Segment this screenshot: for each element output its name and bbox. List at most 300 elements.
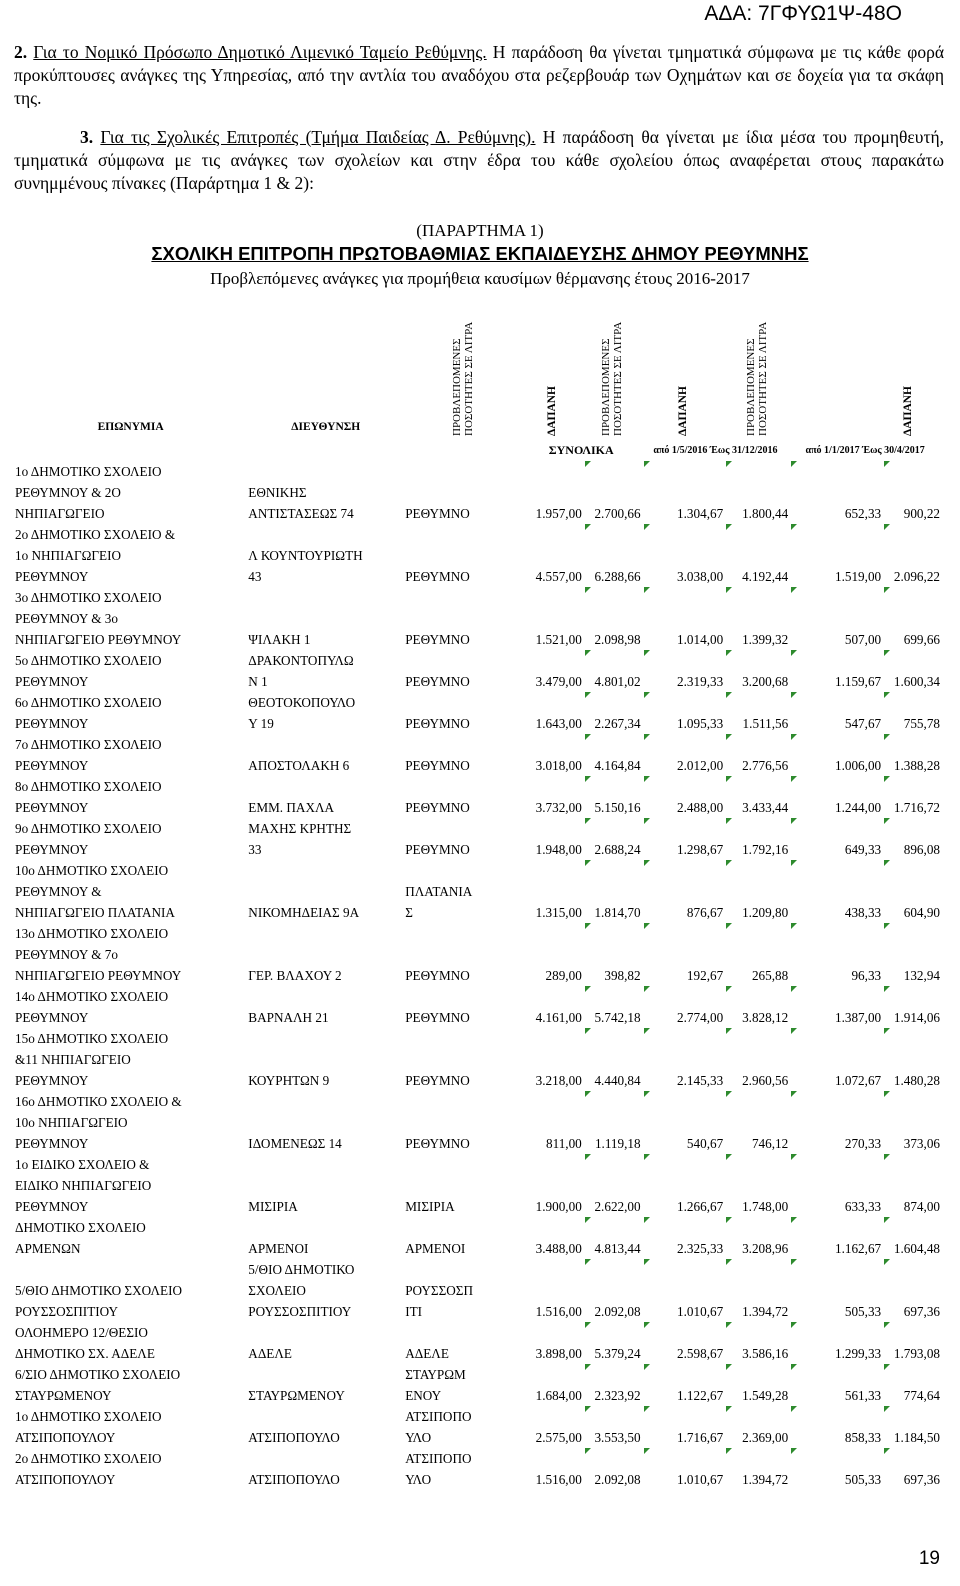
cell-line: 2ο ΔΗΜΟΤΙΚΟ ΣΧΟΛΕΙΟ [15, 1451, 162, 1466]
cell-line: ΡΟΥΣΣΟΣΠ [405, 1283, 474, 1298]
comment-marker-icon [726, 1028, 732, 1034]
cost-2016 [583, 1406, 642, 1448]
cost-2016-period [724, 461, 789, 524]
cell-line: 1ο ΔΗΜΟΤΙΚΟ ΣΧΟΛΕΙΟ [15, 1409, 162, 1424]
qty-2017-period [789, 587, 882, 650]
cost-2017-period [882, 1028, 941, 1091]
comment-marker-icon [884, 1259, 890, 1265]
qty-2016 [521, 860, 583, 923]
comment-marker-icon [644, 1259, 650, 1265]
school-city [404, 734, 521, 776]
school-name [14, 860, 247, 923]
cell-value: 697,36 [903, 1304, 940, 1319]
cost-2017-period [882, 734, 941, 776]
table-row [14, 1028, 941, 1091]
cost-2016 [583, 1028, 642, 1091]
qty-2017-period [789, 461, 882, 524]
table-row [14, 461, 941, 524]
cell-value: 1.299,33 [834, 1346, 882, 1361]
cell-value: 547,67 [844, 716, 882, 731]
comment-marker-icon [644, 923, 650, 929]
cost-2016-period [724, 986, 789, 1028]
cell-line: ΝΗΠΙΑΓΩΓΕΙΟ [15, 506, 105, 521]
qty-2017-period [789, 524, 882, 587]
paragraph-item-3 [14, 126, 944, 195]
cost-2017-period [882, 986, 941, 1028]
school-name [14, 587, 247, 650]
comment-marker-icon [585, 734, 591, 740]
header-qty-3-cell [724, 314, 789, 440]
comment-marker-icon [726, 923, 732, 929]
school-name [14, 461, 247, 524]
cell-value: 1.399,32 [742, 632, 789, 647]
school-name [14, 923, 247, 986]
page-number: 19 [918, 1548, 940, 1569]
qty-2017-period [789, 860, 882, 923]
cell-line: ΑΤΣΙΠΟΠΟΥΛΟΥ [15, 1472, 116, 1487]
comment-marker-icon [644, 524, 650, 530]
comment-marker-icon [791, 1406, 797, 1412]
cost-2016 [583, 986, 642, 1028]
cell-value: 1.900,00 [535, 1199, 582, 1214]
cell-line: ΝΗΠΙΑΓΩΓΕΙΟ ΠΛΑΤΑΝΙΑ [15, 905, 175, 920]
comment-marker-icon [644, 734, 650, 740]
cell-line: 3ο ΔΗΜΟΤΙΚΟ ΣΧΟΛΕΙΟ [15, 590, 162, 605]
cost-2017-period [882, 1322, 941, 1364]
cell-line: ΡΕΘΥΜΝΟΥ [15, 758, 89, 773]
comment-marker-icon [585, 650, 591, 656]
comment-marker-icon [585, 923, 591, 929]
cost-2016-period [724, 1217, 789, 1259]
table-row [14, 734, 941, 776]
cell-value: 5.379,24 [594, 1346, 641, 1361]
cell-value: 1.010,67 [677, 1472, 724, 1487]
table-row [14, 1154, 941, 1217]
cell-value: 1.914,06 [893, 1010, 940, 1025]
annex-label: (ΠΑΡΑΡΤΗΜΑ 1) [416, 221, 544, 240]
summary-empty-3 [404, 440, 521, 461]
qty-2017-period [789, 1364, 882, 1406]
comment-marker-icon [726, 776, 732, 782]
cell-line: ΡΕΘΥΜΝΟΥ [15, 800, 89, 815]
cell-line: ΡΕΘΥΜΝΟ [405, 506, 470, 521]
qty-2016 [521, 923, 583, 986]
cell-value: 4.440,84 [594, 1073, 641, 1088]
comment-marker-icon [884, 860, 890, 866]
comment-marker-icon [644, 776, 650, 782]
comment-marker-icon [644, 818, 650, 824]
cell-value: 876,67 [686, 905, 724, 920]
table-row [14, 776, 941, 818]
summary-row [14, 440, 941, 461]
qty-2016-period [642, 461, 725, 524]
qty-2017-period [789, 1154, 882, 1217]
school-address [247, 1217, 404, 1259]
header-cost-1-cell [521, 314, 583, 440]
qty-2017-period [789, 1028, 882, 1091]
school-name [14, 776, 247, 818]
school-name [14, 524, 247, 587]
cell-line: ΕΙΔΙΚΟ ΝΗΠΙΑΓΩΓΕΙΟ [15, 1178, 152, 1193]
comment-marker-icon [791, 1154, 797, 1160]
qty-2016 [521, 1364, 583, 1406]
cell-line: ΡΕΘΥΜΝΟΥ & 2Ο [15, 485, 121, 500]
comment-marker-icon [644, 1364, 650, 1370]
table-row [14, 923, 941, 986]
school-city [404, 461, 521, 524]
item-number: 2. [14, 42, 28, 62]
cost-2016-period [724, 734, 789, 776]
cell-line: 16ο ΔΗΜΟΤΙΚΟ ΣΧΟΛΕΙΟ & [15, 1094, 182, 1109]
cell-value: 746,12 [751, 1136, 789, 1151]
cell-line: ΡΕΘΥΜΝΟΥ [15, 674, 89, 689]
cell-line: ΡΕΘΥΜΝΟΥ [15, 1136, 89, 1151]
table-row [14, 1091, 941, 1154]
qty-2016 [521, 650, 583, 692]
cell-line: 10ο ΝΗΠΙΑΓΩΓΕΙΟ [15, 1115, 128, 1130]
cell-line: 5ο ΔΗΜΟΤΙΚΟ ΣΧΟΛΕΙΟ [15, 653, 162, 668]
comment-marker-icon [791, 587, 797, 593]
item-heading: Για το Νομικό Πρόσωπο Δημοτικό Λιμενικό Ταμείο Ρεθύμνης. [33, 42, 487, 62]
qty-2017-period [789, 734, 882, 776]
cell-line: ΝΗΠΙΑΓΩΓΕΙΟ ΡΕΘΥΜΝΟΥ [15, 968, 182, 983]
comment-marker-icon [791, 776, 797, 782]
cell-value: 1.394,72 [742, 1472, 789, 1487]
cell-line: ΡΕΘΥΜΝΟ [405, 758, 470, 773]
cell-value: 1.298,67 [677, 842, 724, 857]
cost-2016-period [724, 650, 789, 692]
qty-2016-period [642, 923, 725, 986]
item-heading: Για τις Σχολικές Επιτροπές (Τμήμα Παιδείας Δ. Ρεθύμνης). [100, 127, 536, 147]
cost-2016-period [724, 1448, 789, 1490]
qty-2016-period [642, 587, 725, 650]
cost-2017-period [882, 1448, 941, 1490]
comment-marker-icon [791, 1091, 797, 1097]
cost-2016 [583, 923, 642, 986]
qty-2016 [521, 1322, 583, 1364]
school-city [404, 1364, 521, 1406]
item-text: Η παράδοση θα γίνεται με ίδια μέσα του προμηθευτή, τμηματικά σύμφωνα με τις ανάγκες των σχολείων και στην έδρα του κάθε σχολείου όπως αναφέρεται στους παρακάτω συνημμένους πίνακες (Παράρτημα 1 & 2): [14, 127, 945, 193]
comment-marker-icon [884, 650, 890, 656]
qty-2017-period [789, 1322, 882, 1364]
cell-value: 4.161,00 [535, 1010, 582, 1025]
cell-line: ΠΛΑΤΑΝΙΑ [405, 884, 473, 899]
cell-line: ΣΧΟΛΕΙΟ [248, 1283, 306, 1298]
cost-2016 [583, 860, 642, 923]
school-name [14, 818, 247, 860]
cell-line: ΡΕΘΥΜΝΟΥ & 7ο [15, 947, 118, 962]
cell-value: 4.557,00 [535, 569, 582, 584]
qty-2016-period [642, 818, 725, 860]
comment-marker-icon [884, 734, 890, 740]
school-name [14, 1364, 247, 1406]
comment-marker-icon [726, 461, 732, 467]
cost-2017-period [882, 650, 941, 692]
cell-value: 507,00 [844, 632, 882, 647]
cell-line: ΡΕΘΥΜΝΟ [405, 674, 470, 689]
comment-marker-icon [726, 1154, 732, 1160]
school-name [14, 986, 247, 1028]
cell-value: 1.716,72 [893, 800, 940, 815]
cost-2016 [583, 1154, 642, 1217]
qty-2017-period [789, 650, 882, 692]
cell-line: ΣΤΑΥΡΩΜΕΝΟΥ [15, 1388, 112, 1403]
summary-period-1: από 1/5/2016 Έως 31/12/2016 [653, 445, 778, 456]
cell-value: 1.948,00 [535, 842, 582, 857]
comment-marker-icon [644, 1154, 650, 1160]
qty-2016 [521, 776, 583, 818]
cost-2016 [583, 776, 642, 818]
cell-line: ΝΗΠΙΑΓΩΓΕΙΟ ΡΕΘΥΜΝΟΥ [15, 632, 182, 647]
cell-value: 1.159,67 [834, 674, 882, 689]
cost-2016-period [724, 1028, 789, 1091]
cell-value: 2.774,00 [677, 1010, 724, 1025]
qty-2017-period [789, 1091, 882, 1154]
cell-value: 1.394,72 [742, 1304, 789, 1319]
qty-2017-period [789, 1406, 882, 1448]
cell-line: ΕΘΝΙΚΗΣ [248, 485, 307, 500]
header-address: ΔΙΕΥΘΥΝΣΗ [291, 421, 361, 433]
cell-value: 4.813,44 [594, 1241, 641, 1256]
cell-value: 2.575,00 [535, 1430, 582, 1445]
cell-value: 3.218,00 [535, 1073, 582, 1088]
qty-2016-period [642, 734, 725, 776]
cell-value: 896,08 [903, 842, 940, 857]
summary-empty-1 [14, 440, 247, 461]
table-row [14, 1217, 941, 1259]
cell-value: 1.006,00 [834, 758, 882, 773]
cell-line: ΥΛΟ [405, 1472, 432, 1487]
header-empty [404, 314, 521, 440]
cost-2017-period [882, 776, 941, 818]
cell-value: 874,00 [903, 1199, 940, 1214]
table-row [14, 1322, 941, 1364]
cell-value: 1.387,00 [834, 1010, 882, 1025]
comment-marker-icon [726, 1448, 732, 1454]
comment-marker-icon [644, 1091, 650, 1097]
cell-line: 9ο ΔΗΜΟΤΙΚΟ ΣΧΟΛΕΙΟ [15, 821, 162, 836]
school-name [14, 1091, 247, 1154]
cell-line: ΡΕΘΥΜΝΟ [405, 842, 470, 857]
cell-value: 2.012,00 [677, 758, 724, 773]
cell-line: 1ο ΔΗΜΟΤΙΚΟ ΣΧΟΛΕΙΟ [15, 464, 162, 479]
cell-value: 6.288,66 [594, 569, 641, 584]
table-row [14, 524, 941, 587]
cell-value: 2.092,08 [594, 1304, 641, 1319]
cell-line: ΜΑΧΗΣ ΚΡΗΤΗΣ [248, 821, 352, 836]
cost-2017-period [882, 860, 941, 923]
cell-value: 1.095,33 [677, 716, 724, 731]
cell-line: ΜΙΣΙΡΙΑ [405, 1199, 455, 1214]
cost-2017-period [882, 587, 941, 650]
cost-2016-period [724, 776, 789, 818]
cell-line: ΣΤΑΥΡΩΜ [405, 1367, 466, 1382]
comment-marker-icon [644, 1028, 650, 1034]
school-address [247, 734, 404, 776]
school-city [404, 1406, 521, 1448]
cell-line: ΡΕΘΥΜΝΟΥ [15, 716, 89, 731]
comment-marker-icon [585, 776, 591, 782]
cell-value: 2.092,08 [594, 1472, 641, 1487]
cell-value: 2.098,98 [594, 632, 641, 647]
cell-value: 755,78 [903, 716, 940, 731]
qty-2016 [521, 1091, 583, 1154]
table-row [14, 587, 941, 650]
cell-value: 811,00 [546, 1136, 582, 1151]
cost-2016 [583, 524, 642, 587]
table-row [14, 818, 941, 860]
qty-2016 [521, 587, 583, 650]
cell-value: 2.488,00 [677, 800, 724, 815]
comment-marker-icon [585, 461, 591, 467]
cost-2016-period [724, 1322, 789, 1364]
school-city [404, 776, 521, 818]
cell-line: ΡΕΘΥΜΝΟ [405, 1136, 470, 1151]
school-address [247, 818, 404, 860]
comment-marker-icon [726, 587, 732, 593]
comment-marker-icon [884, 923, 890, 929]
cell-value: 1.748,00 [742, 1199, 789, 1214]
cell-value: 774,64 [903, 1388, 940, 1403]
header-row [14, 314, 941, 440]
comment-marker-icon [791, 860, 797, 866]
cost-2017-period [882, 923, 941, 986]
qty-2016 [521, 1406, 583, 1448]
cell-line: ΡΟΥΣΣΟΣΠΙΤΙΟΥ [15, 1304, 119, 1319]
table-row [14, 650, 941, 692]
cell-line: ΚΟΥΡΗΤΩΝ 9 [248, 1073, 330, 1088]
table-row [14, 986, 941, 1028]
cell-value: 3.828,12 [742, 1010, 789, 1025]
qty-2016 [521, 1448, 583, 1490]
cell-line: 5/ΘΙΟ ΔΗΜΟΤΙΚΟ ΣΧΟΛΕΙΟ [15, 1283, 183, 1298]
cost-2017-period [882, 1364, 941, 1406]
cell-value: 3.898,00 [535, 1346, 582, 1361]
qty-2017-period [789, 692, 882, 734]
cell-line: ΝΙΚΟΜΗΔΕΙΑΣ 9Α [248, 905, 360, 920]
cell-value: 1.162,67 [834, 1241, 882, 1256]
comment-marker-icon [585, 1091, 591, 1097]
cell-line: ΡΕΘΥΜΝΟ [405, 800, 470, 815]
comment-marker-icon [726, 734, 732, 740]
cell-value: 1.266,67 [677, 1199, 724, 1214]
cell-line: ΑΔΕΛΕ [248, 1346, 292, 1361]
comment-marker-icon [585, 860, 591, 866]
cell-value: 2.319,33 [677, 674, 724, 689]
comment-marker-icon [585, 986, 591, 992]
cost-2016 [583, 1217, 642, 1259]
cell-line: 15ο ΔΗΜΟΤΙΚΟ ΣΧΟΛΕΙΟ [15, 1031, 169, 1046]
cell-value: 1.521,00 [535, 632, 582, 647]
table-row [14, 1448, 941, 1490]
item-text: Η παράδοση θα γίνεται τμηματικά σύμφωνα με τις κάθε φορά προκύπτουσες ανάγκες της Υπηρεσίας, από την αντλία του αναδόχου στα ρεζερβουάρ των Οχημάτων και σε δοχεία για τα σκάφη της. [14, 42, 944, 108]
cell-value: 505,33 [844, 1472, 882, 1487]
school-name [14, 1448, 247, 1490]
comment-marker-icon [585, 1217, 591, 1223]
comment-marker-icon [585, 1406, 591, 1412]
cell-value: 1.516,00 [535, 1472, 582, 1487]
school-name [14, 692, 247, 734]
header-name: ΕΠΩΝΥΜΙΑ [97, 421, 164, 433]
cell-value: 1.119,18 [594, 1136, 641, 1151]
cell-line: ΕΜΜ. ΠΑΧΛΑ [248, 800, 335, 815]
header-qty-3: ΠΡΟΒΛΕΠΟΜΕΝΕΣ ΠΟΣΟΤΗΤΕΣ ΣΕ ΛΙΤΡΑ [744, 321, 769, 436]
comment-marker-icon [791, 524, 797, 530]
comment-marker-icon [585, 1028, 591, 1034]
cell-line: ΡΕΘΥΜΝΟ [405, 1010, 470, 1025]
qty-2016-period [642, 986, 725, 1028]
cost-2016 [583, 1448, 642, 1490]
cost-2016-period [724, 818, 789, 860]
school-address [247, 1364, 404, 1406]
cell-value: 1.010,67 [677, 1304, 724, 1319]
school-address [247, 692, 404, 734]
qty-2017-period [789, 818, 882, 860]
header-qty-2: ΠΡΟΒΛΕΠΟΜΕΝΕΣ ΠΟΣΟΤΗΤΕΣ ΣΕ ΛΙΤΡΑ [600, 321, 625, 436]
cell-value: 132,94 [903, 968, 940, 983]
cell-value: 1.480,28 [893, 1073, 940, 1088]
school-city [404, 923, 521, 986]
cost-2016-period [724, 923, 789, 986]
cell-value: 2.622,00 [594, 1199, 641, 1214]
cost-2017-period [882, 1259, 941, 1322]
comment-marker-icon [585, 818, 591, 824]
qty-2017-period [789, 1259, 882, 1322]
school-city [404, 650, 521, 692]
cell-line: 7ο ΔΗΜΟΤΙΚΟ ΣΧΟΛΕΙΟ [15, 737, 162, 752]
cell-value: 3.038,00 [677, 569, 724, 584]
cell-value: 1.600,34 [893, 674, 940, 689]
cost-2016 [583, 1091, 642, 1154]
cell-line: ΑΤΣΙΠΟΠΟΥΛΟ [248, 1430, 340, 1445]
cell-line: Υ 19 [248, 716, 274, 731]
comment-marker-icon [726, 1259, 732, 1265]
qty-2017-period [789, 1448, 882, 1490]
comment-marker-icon [791, 734, 797, 740]
comment-marker-icon [884, 1406, 890, 1412]
comment-marker-icon [884, 1217, 890, 1223]
cell-line: ΡΕΘΥΜΝΟ [405, 1073, 470, 1088]
cost-2017-period [882, 524, 941, 587]
cell-value: 438,33 [844, 905, 882, 920]
summary-period-2: από 1/1/2017 Έως 30/4/2017 [805, 445, 925, 456]
comment-marker-icon [644, 587, 650, 593]
qty-2016-period [642, 1028, 725, 1091]
header-cost-2: ΔΑΠΑΝΗ [676, 385, 689, 436]
cell-line: ΡΕΘΥΜΝΟ [405, 968, 470, 983]
school-address [247, 1091, 404, 1154]
cell-line: ΑΡΜΕΝΩΝ [15, 1241, 81, 1256]
comment-marker-icon [644, 461, 650, 467]
comment-marker-icon [791, 461, 797, 467]
cell-value: 2.700,66 [594, 506, 641, 521]
cell-value: 2.598,67 [677, 1346, 724, 1361]
summary-total: ΣΥΝΟΛΙΚΑ [548, 443, 614, 457]
qty-2017-period [789, 986, 882, 1028]
cell-value: 858,33 [844, 1430, 882, 1445]
comment-marker-icon [644, 860, 650, 866]
qty-2017-period [789, 923, 882, 986]
school-city [404, 818, 521, 860]
cost-2017-period [882, 818, 941, 860]
cell-value: 2.325,33 [677, 1241, 724, 1256]
school-name [14, 1154, 247, 1217]
cell-value: 1.800,44 [742, 506, 789, 521]
comment-marker-icon [791, 1448, 797, 1454]
school-address [247, 986, 404, 1028]
school-city [404, 1448, 521, 1490]
comment-marker-icon [726, 1322, 732, 1328]
